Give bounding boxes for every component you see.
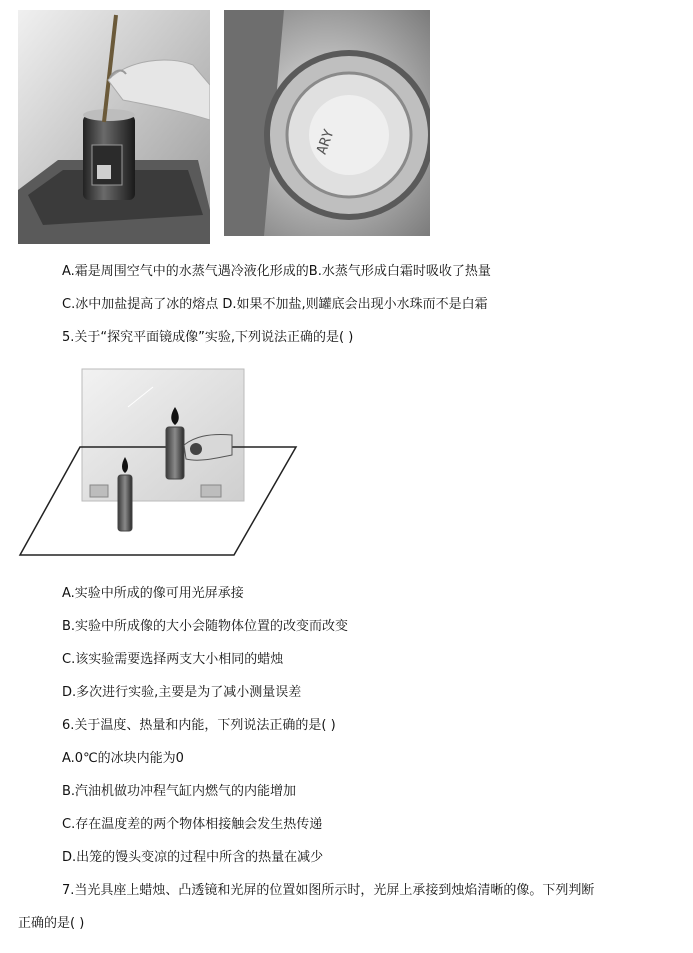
figure-plane-mirror: [18, 367, 300, 559]
can-bottom-label: ARY: [313, 127, 338, 157]
q5-option-c: C.该实验需要选择两支大小相同的蜡烛: [62, 652, 284, 667]
q6-option-b: B.汽油机做功冲程气缸内燃气的内能增加: [62, 784, 297, 799]
photo-can-stirring: [18, 10, 210, 244]
photo-can-bottom: [224, 10, 430, 236]
q4-option-line1: A.霜是周围空气中的水蒸气遇冷液化形成的B.水蒸气形成白霜时吸收了热量: [62, 264, 491, 279]
q6-option-c: C.存在温度差的两个物体相接触会发生热传递: [62, 817, 323, 832]
q5-option-a: A.实验中所成的像可用光屏承接: [62, 586, 244, 601]
q5-option-b: B.实验中所成像的大小会随物体位置的改变而改变: [62, 619, 349, 634]
can-bottom-illustration: [224, 10, 430, 236]
q7-stem-line1: 7.当光具座上蜡烛、凸透镜和光屏的位置如图所示时，光屏上承接到烛焰清晰的像。下列判断: [62, 883, 595, 898]
can-stirring-illustration: [18, 10, 210, 244]
q4-option-line2: C.冰中加盐提高了冰的熔点 D.如果不加盐,则罐底会出现小水珠而不是白霜: [62, 297, 488, 312]
q7-stem-line2: 正确的是( ): [18, 916, 85, 931]
q5-option-d: D.多次进行实验,主要是为了减小测量误差: [62, 685, 302, 700]
q6-option-d: D.出笼的馒头变凉的过程中所含的热量在减少: [62, 850, 324, 865]
plane-mirror-illustration: [18, 367, 300, 559]
q5-stem: 5.关于“探究平面镜成像”实验,下列说法正确的是( ): [62, 330, 354, 345]
q6-option-a: A.0℃的冰块内能为0: [62, 751, 184, 766]
q6-stem: 6.关于温度、热量和内能，下列说法正确的是( ): [62, 718, 336, 733]
